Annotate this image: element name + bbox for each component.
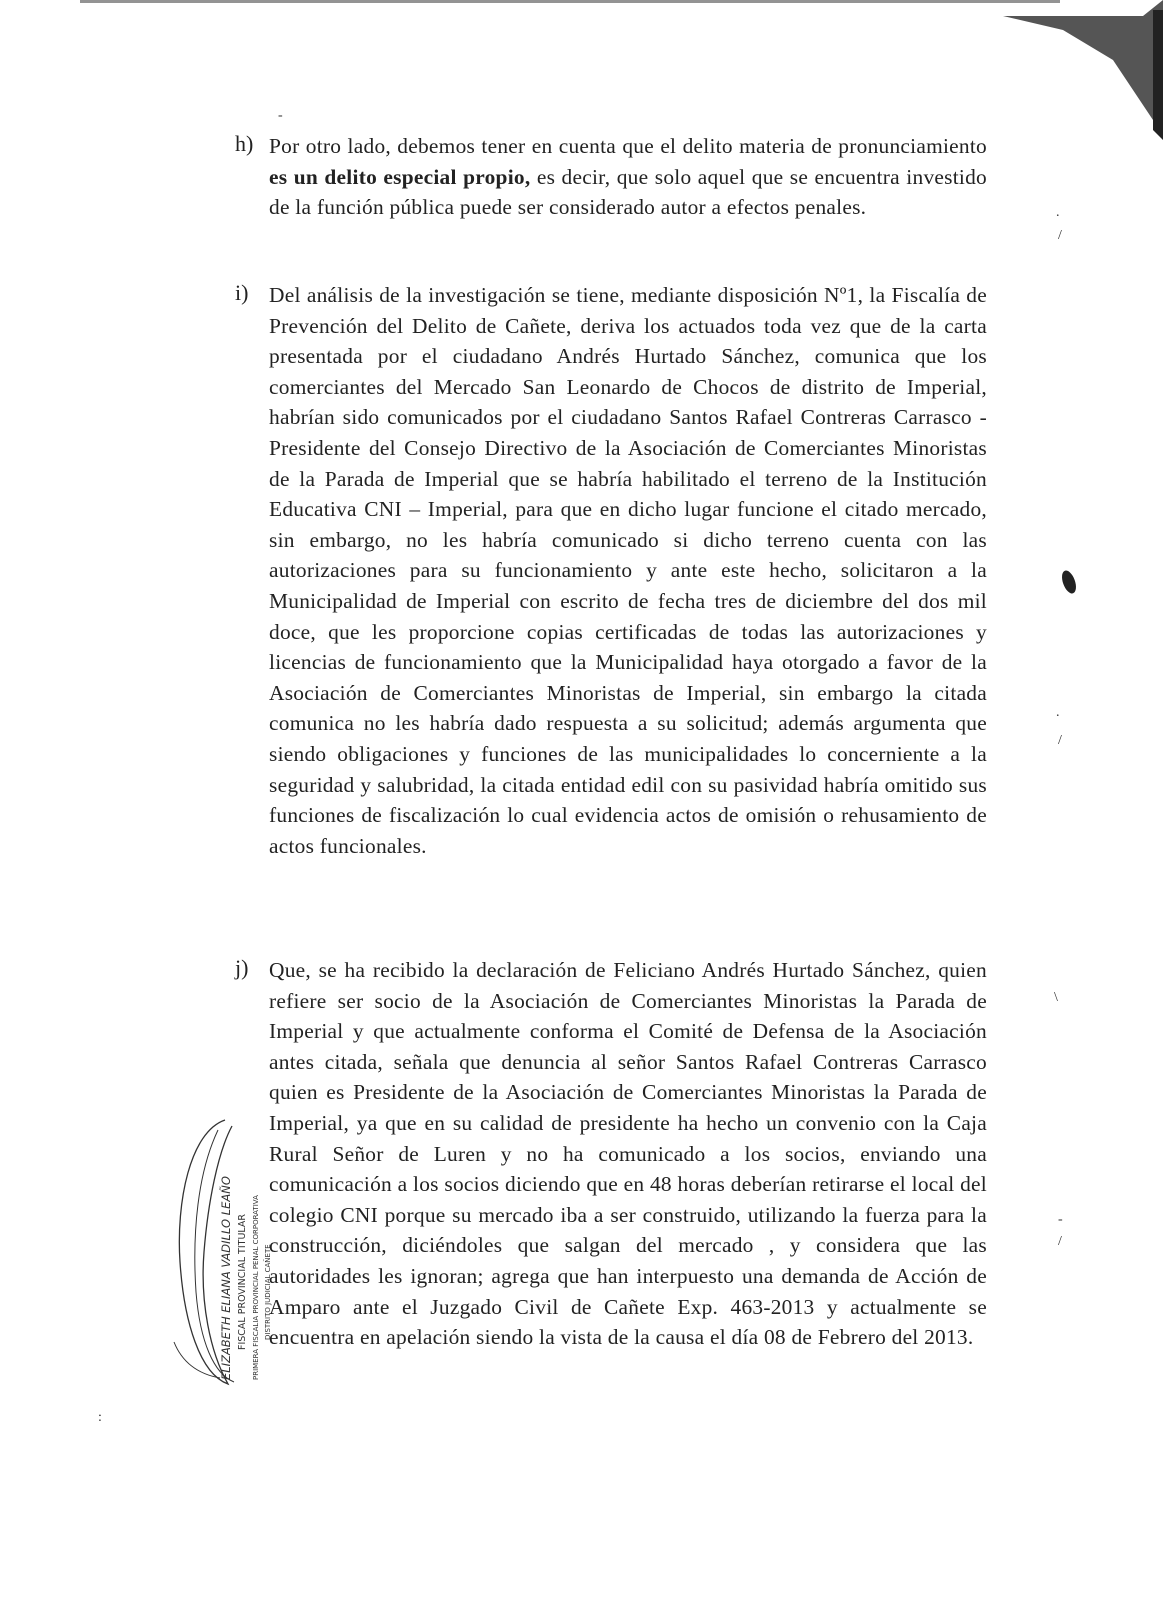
stamp-district: DISTRITO JUDICIAL CAÑETE bbox=[264, 1244, 272, 1340]
scan-speck: - bbox=[278, 108, 283, 123]
stamp-name: ELIZABETH ELIANA VADILLO LEAÑO bbox=[219, 1176, 233, 1380]
item-label: i) bbox=[235, 280, 249, 305]
stamp-office: PRIMERA FISCALIA PROVINCIAL PENAL CORPORATIVA bbox=[252, 1195, 260, 1380]
scan-speck: . bbox=[1056, 705, 1060, 720]
scan-speck: / bbox=[1058, 733, 1062, 748]
item-label: j) bbox=[235, 955, 249, 980]
scan-speck: / bbox=[1058, 1234, 1062, 1249]
scan-speck: / bbox=[1058, 228, 1062, 243]
scan-speck: : bbox=[98, 1410, 102, 1425]
paragraph-h bbox=[235, 131, 987, 223]
paragraph-text: Que, se ha recibido la declaración de Feliciano Andrés Hurtado Sánchez, quien refiere ser socio de la Asociación de Comerciantes Minoristas la Parada de Imperial y que actualmente conforma el Comité de Defensa de la Asociación antes citada, señala que denuncia al señor Santos Rafael Contreras Carrasco quien es Presidente de la Asociación de Comerciantes Minoristas la Parada de Imperial, ya que en su calidad de presidente ha hecho un convenio con la Caja Rural Señor de Luren y no ha comunicado a los socios, enviando una comunicación a los socios diciendo que en 48 horas deberían retirarse el local del colegio CNI porque su mercado iba a ser construido, utilizando la fuerza para la construcción, diciéndoles que salgan del mercado , y considera que las autoridades les ignoran; agrega que han interpuesto una demanda de Acción de Amparo ante el Juzgado Civil de Cañete Exp. 463-2013 y actualmente se encuentra en apelación siendo la vista de la causa el día 08 de Febrero del 2013. bbox=[269, 958, 987, 1350]
paragraph-text: Por otro lado, debemos tener en cuenta que el delito materia de pronunciamiento es un delito especial propio, es decir, que solo aquel que se encuentra investido de la función pública puede ser considerado autor a efectos penales. bbox=[269, 134, 987, 220]
paragraph-text: Del análisis de la investigación se tiene, mediante disposición Nº1, la Fiscalía de Prevención del Delito de Cañete, deriva los actuados toda vez que de la carta presentada por el ciudadano Andrés Hurtado Sánchez, comunica que los comerciantes del Mercado San Leonardo de Chocos de distrito de Imperial, habrían sido comunicados por el ciudadano Santos Rafael Contreras Carrasco - Presidente del Consejo Directivo de la Asociación de Comerciantes Minoristas de la Parada de Imperial que se habría habilitado el terreno de la Institución Educativa CNI – Imperial, para que en dicho lugar funcione el citado mercado, sin embargo, no les habría comunicado si dicho terreno cuenta con las autorizaciones para su funcionamiento y ante este hecho, solicitaron a la Municipalidad de Imperial con escrito de fecha tres de diciembre del dos mil doce, que les proporcione copias certificadas de todas las autorizaciones y licencias de funcionamiento que la Municipalidad haya otorgado a favor de la Asociación de Comerciantes Minoristas de Imperial, sin embargo la citada comunica no les habría dado respuesta a su solicitud; además argumenta que siendo obligaciones y funciones de las municipalidades lo concerniente a la seguridad y salubridad, la citada entidad edil con su pasividad habría omitido sus funciones de fiscalización lo cual evidencia actos de omisión o rehusamiento de actos funcionales. bbox=[269, 283, 987, 858]
scan-speck: . bbox=[1056, 205, 1060, 220]
scan-speck: \ bbox=[1054, 990, 1058, 1005]
signature-stamp bbox=[170, 1112, 280, 1392]
item-label: h) bbox=[235, 131, 254, 156]
paragraph-j bbox=[235, 955, 987, 1353]
scan-speck: - bbox=[1058, 1212, 1063, 1227]
paragraph-i bbox=[235, 280, 987, 861]
emphasis-text: es un delito especial propio, bbox=[269, 164, 531, 189]
stamp-title: FISCAL PROVINCIAL TITULAR bbox=[237, 1213, 248, 1350]
